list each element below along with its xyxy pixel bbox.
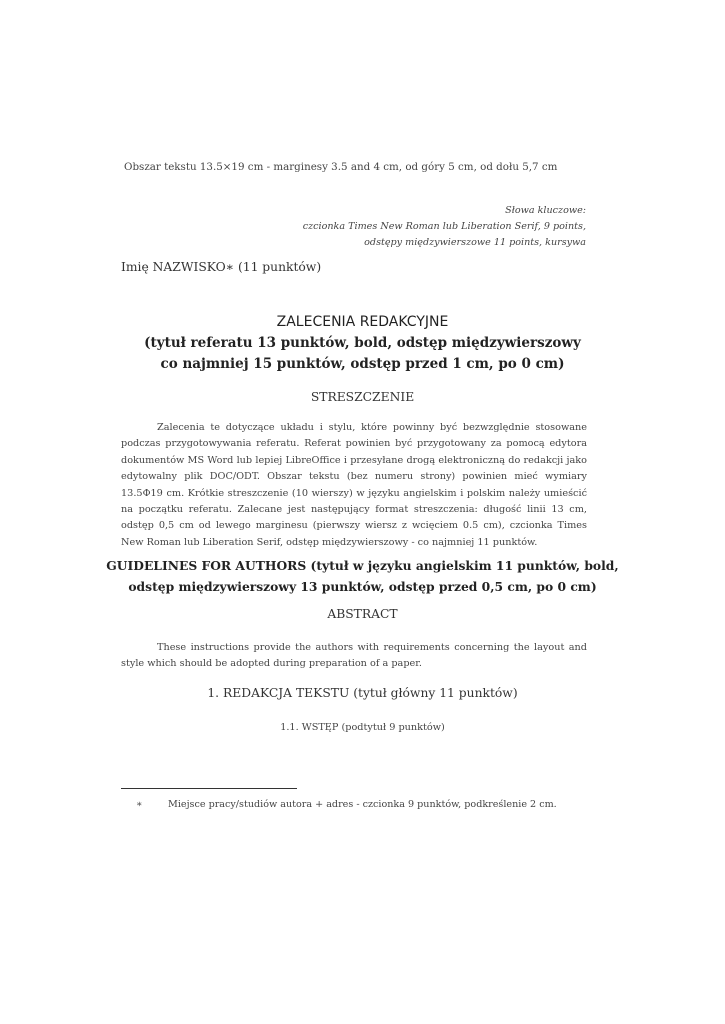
- subsection-heading-1-1: 1.1. WSTĘP (podtytuł 9 punktów): [280, 722, 445, 733]
- streszczenie-body: [121, 420, 587, 551]
- keywords-label: Słowa kluczowe:: [505, 205, 586, 216]
- abstract-heading: ABSTRACT: [327, 607, 398, 621]
- english-title-line-1: GUIDELINES FOR AUTHORS (tytuł w języku angielskim 11 punktów, bold,: [106, 558, 619, 573]
- title-line-1: ZALECENIA REDAKCYJNE: [276, 314, 449, 330]
- footnote-mark: ∗: [136, 799, 143, 810]
- english-title-line-2: odstęp międzywierszowy 13 punktów, odstęp przed 0,5 cm, po 0 cm): [128, 579, 597, 594]
- paper-title: [0, 312, 725, 375]
- abstract-body: [121, 640, 587, 673]
- keywords-block: [303, 203, 586, 251]
- keywords-font-line: czcionka Times New Roman lub Liberation Serif, 9 points,: [302, 221, 586, 232]
- abstract-text: These instructions provide the authors with requirements concerning the layout and style which should be adopted during preparation of a paper.: [121, 642, 587, 670]
- streszczenie-text: Zalecenia te dotyczące układu i stylu, które powinny być bezwzględnie stosowane podczas przygotowywania referatu. Referat powinien być przygotowany za pomocą edytora dokumentów MS Word lub lepiej LibreOffice i przesyłane drogą elektroniczną do redakcji jako edytowalny plik DOC/ODT. Obszar tekstu (bez numeru strony) powinien mieć wymiary 13.5Φ19 cm. Krótkie streszczenie (10 wierszy) w języku angielskim i polskim należy umieścić na początku referatu. Zalecane jest następujący format streszczenia: długość linii 13 cm, odstęp 0,5 cm od lewego marginesu (pierwszy wiersz z wcięciem 0.5 cm), czcionka Times New Roman lub Liberation Serif, odstęp międzywierszowy - co najmniej 11 punktów.: [121, 422, 587, 548]
- english-title: [0, 555, 725, 597]
- title-line-2: (tytuł referatu 13 punktów, bold, odstęp międzywierszowy: [144, 335, 581, 351]
- text-area-note: Obszar tekstu 13.5×19 cm - marginesy 3.5 and 4 cm, od góry 5 cm, od dołu 5,7 cm: [124, 161, 558, 173]
- section-heading-1: 1. REDAKCJA TEKSTU (tytuł główny 11 punktów): [207, 686, 518, 700]
- footnote-text: Miejsce pracy/studiów autora + adres - czcionka 9 punktów, podkreślenie 2 cm.: [168, 799, 557, 810]
- footnote-separator: [121, 788, 297, 789]
- streszczenie-heading: STRESZCZENIE: [310, 390, 415, 404]
- keywords-spacing-line: odstępy międzywierszowe 11 points, kursywa: [364, 237, 586, 248]
- title-line-3: co najmniej 15 punktów, odstęp przed 1 cm, po 0 cm): [160, 356, 565, 372]
- author-name: Imię NAZWISKO∗ (11 punktów): [121, 260, 322, 274]
- footnote: [136, 799, 557, 810]
